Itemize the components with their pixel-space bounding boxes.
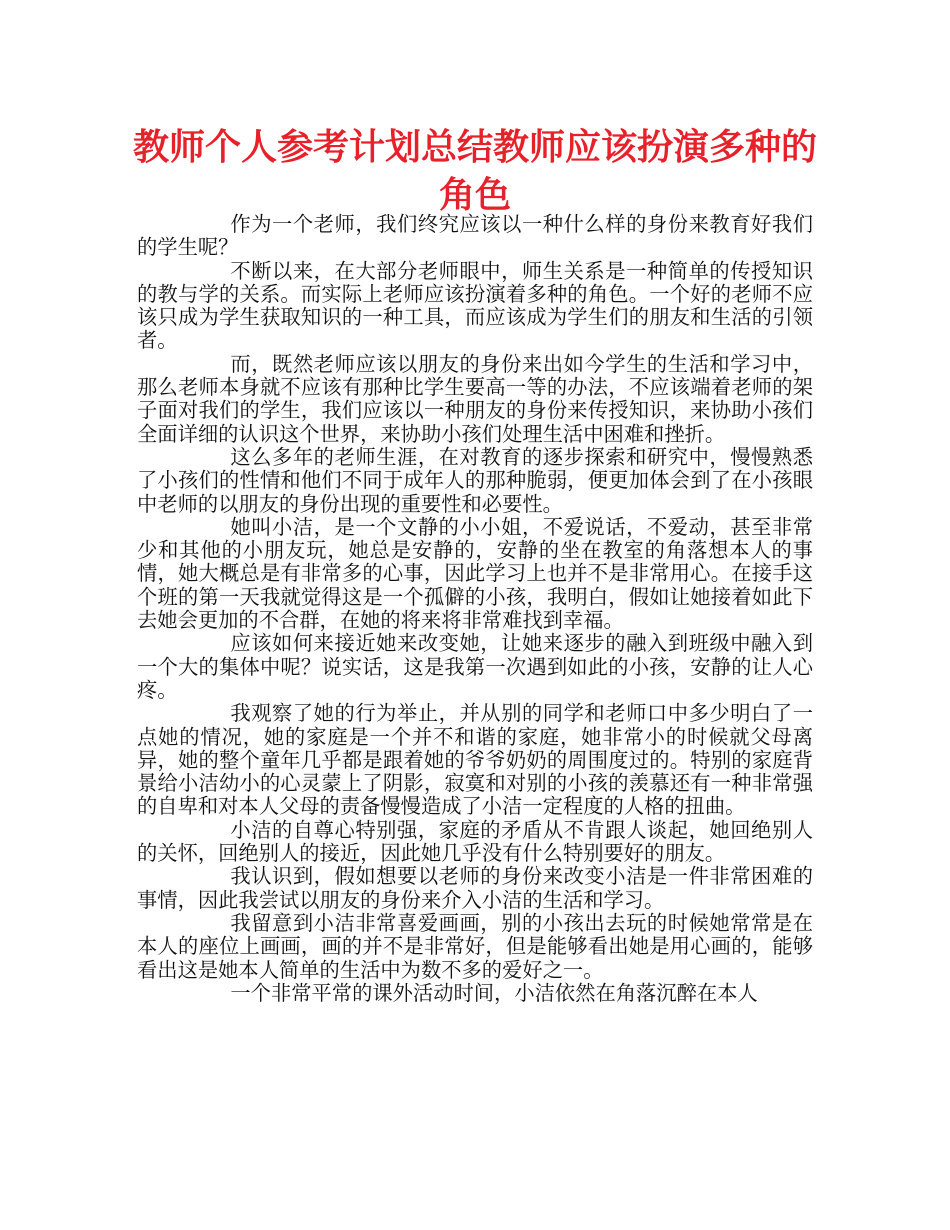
- paragraph-4: 这么多年的老师生涯，在对教育的逐步探索和研究中，慢慢熟悉了小孩们的性情和他们不同于成年人的那种脆弱，便更加体会到了在小孩眼中老师的以朋友的身份出现的重要性和必要性。: [137, 444, 813, 516]
- paragraph-1: 作为一个老师，我们终究应该以一种什么样的身份来教育好我们的学生呢？: [137, 212, 813, 260]
- paragraph-6: 应该如何来接近她来改变她，让她来逐步的融入到班级中融入到一个大的集体中呢？说实话，这是我第一次遇到如此的小孩，安静的让人心疼。: [137, 631, 813, 702]
- paragraph-2: 不断以来，在大部分老师眼中，师生关系是一种简单的传授知识的教与学的关系。而实际上老师应该扮演着多种的角色。一个好的老师不应该只成为学生获取知识的一种工具，而应该成为学生们的朋友和生活的引领者。: [137, 258, 813, 353]
- paragraph-5: 她叫小洁，是一个文静的小小姐，不爱说话，不爱动，甚至非常少和其他的小朋友玩，她总是安静的，安静的坐在教室的角落想本人的事情，她大概总是有非常多的心事，因此学习上也并不是非常用心。在接手这个班的第一天我就觉得这是一个孤僻的小孩，我明白，假如让她接着如此下去她会更加的不合群，在她的将来将非常难找到幸福。: [137, 514, 813, 633]
- document-body: [137, 213, 813, 1005]
- document-title: 教师个人参考计划总结教师应该扮演多种的角色: [132, 127, 817, 216]
- paragraph-10: 我留意到小洁非常喜爱画画，别的小孩出去玩的时候她常常是在本人的座位上画画，画的并不是非常好，但是能够看出她是用心画的，能够看出这是她本人简单的生活中为数不多的爱好之一。: [137, 910, 813, 982]
- paragraph-3: 而，既然老师应该以朋友的身份来出如今学生的生活和学习中，那么老师本身就不应该有那种比学生要高一等的办法，不应该端着老师的架子面对我们的学生，我们应该以一种朋友的身份来传授知识，来协助小孩们全面详细的认识这个世界，来协助小孩们处理生活中困难和挫折。: [137, 351, 813, 446]
- paragraph-11: 一个非常平常的课外活动时间，小洁依然在角落沉醉在本人: [230, 980, 758, 1005]
- paragraph-9: 我认识到，假如想要以老师的身份来改变小洁是一件非常困难的事情，因此我尝试以朋友的身份来介入小洁的生活和学习。: [137, 864, 813, 912]
- paragraph-7: 我观察了她的行为举止，并从别的同学和老师口中多少明白了一点她的情况，她的家庭是一个并不和谐的家庭，她非常小的时候就父母离异，她的整个童年几乎都是跟着她的爷爷奶奶的周围度过的。特别的家庭背景给小洁幼小的心灵蒙上了阴影，寂寞和对别的小孩的羡慕还有一种非常强的自卑和对本人父母的责备慢慢造成了小洁一定程度的人格的扭曲。: [137, 701, 813, 819]
- paragraph-8: 小洁的自尊心特别强，家庭的矛盾从不肯跟人谈起，她回绝别人的关怀，回绝别人的接近，因此她几乎没有什么特别要好的朋友。: [137, 817, 813, 866]
